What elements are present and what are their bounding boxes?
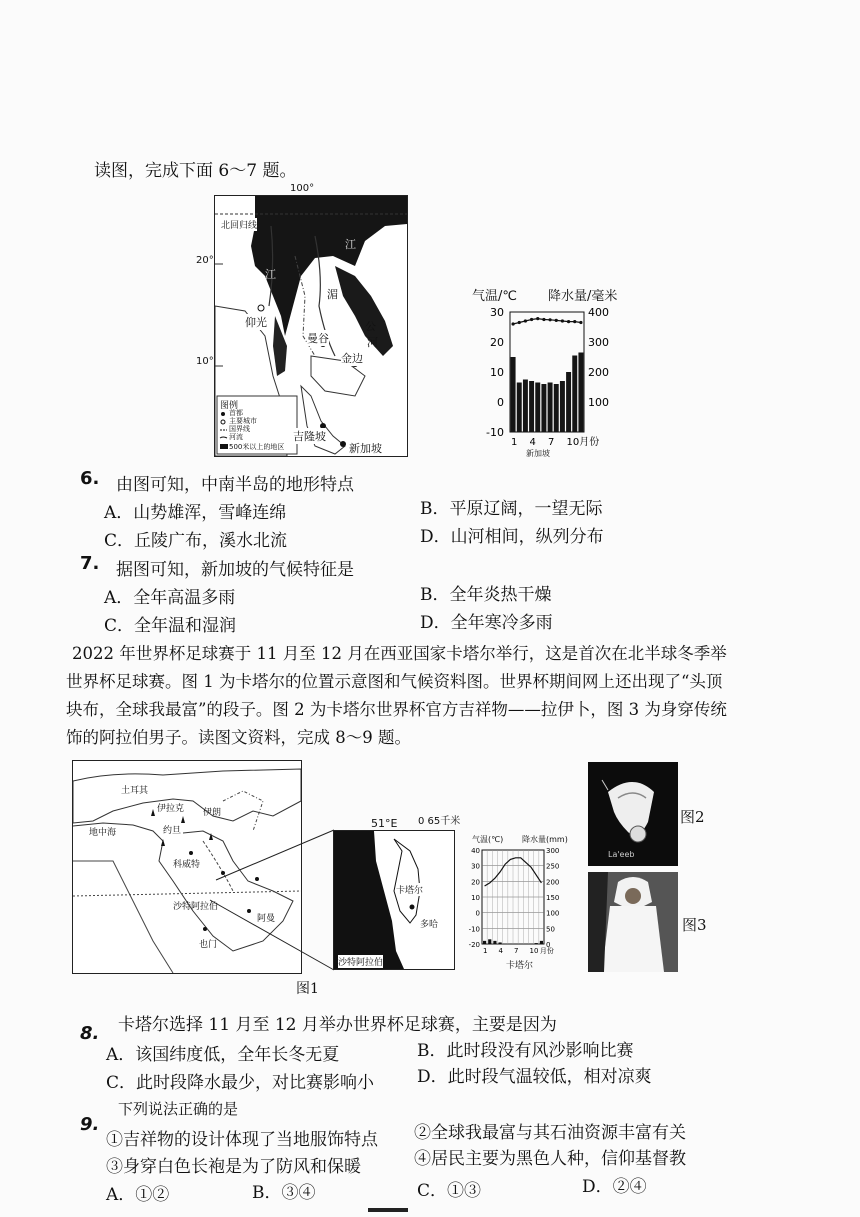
- sg-left-tick: 20: [490, 336, 504, 349]
- q9-stem: 下列说法正确的是: [118, 1100, 239, 1118]
- qa-x-tick: 月份: [539, 947, 554, 955]
- sg-left-tick: 30: [490, 306, 504, 319]
- sg-right-tick: 400: [588, 306, 609, 319]
- map1-lon-label: 100°: [290, 183, 315, 194]
- sg-left-tick: -10: [486, 426, 504, 439]
- q8-option-c[interactable]: C．此时段降水最少，对比赛影响小: [106, 1073, 375, 1093]
- sg-precip-bar: [554, 384, 559, 432]
- climate-chart-singapore: [464, 282, 634, 462]
- inset-kataer: 卡塔尔: [396, 883, 423, 896]
- sg-precip-bar: [578, 353, 583, 433]
- para-line2: 世界杯足球赛。图 1 为卡塔尔的位置示意图和气候资料图。世界杯期间网上还出现了“头顶: [66, 672, 723, 691]
- map1-lat20: 20°: [196, 255, 214, 266]
- page-footer-mark: [368, 1208, 408, 1212]
- map1-legend-title: 图例: [220, 401, 239, 411]
- qa-precip-bar: [488, 939, 491, 944]
- qa-right-tick: 300: [546, 847, 560, 855]
- climate1-plot: [464, 302, 634, 462]
- q8-option-b[interactable]: B．此时段没有风沙影响比赛: [417, 1041, 634, 1061]
- map1-mangu: 曼谷: [307, 332, 329, 345]
- para-line3: 块布，全球我最富”的段子。图 2 为卡塔尔世界杯官方吉祥物——拉伊卜，图 3 为身穿传统: [66, 700, 727, 719]
- sg-right-tick: 100: [588, 396, 609, 409]
- sg-temp-point: [573, 320, 576, 323]
- sg-temp-point: [511, 322, 514, 325]
- sg-x-tick: 10月份: [566, 437, 600, 448]
- map2-caption: 图1: [296, 981, 319, 997]
- map1-yangguang: 仰光: [245, 316, 267, 329]
- qa-left-tick: -10: [468, 925, 480, 934]
- sg-temp-point: [524, 319, 527, 322]
- q9-statement-3: ③身穿白色长袍是为了防风和保暖: [106, 1157, 361, 1177]
- map1-legend-5: 500米以上的地区: [229, 443, 285, 451]
- sg-x-tick: 1: [511, 437, 518, 448]
- fig3-label: 图3: [682, 916, 707, 934]
- q9-statement-4: ④居民主要为黑色人种，信仰基督教: [414, 1149, 686, 1169]
- qa-left-tick: 20: [471, 878, 480, 887]
- map2-aman: 阿曼: [257, 914, 276, 924]
- sg-precip-bar: [560, 381, 565, 432]
- qa-x-tick: 4: [498, 947, 503, 955]
- q6-stem: 由图可知，中南半岛的地形特点: [116, 475, 354, 495]
- q8-option-d[interactable]: D．此时段气温较低，相对凉爽: [417, 1067, 652, 1087]
- sg-x-tick: 4: [529, 437, 536, 448]
- map2-shatealabo: 沙特阿拉伯: [173, 902, 219, 912]
- qa-precip-bar: [540, 941, 543, 944]
- qa-right-tick: 50: [546, 925, 555, 934]
- sg-temp-point: [518, 321, 521, 324]
- climate2-caption: 卡塔尔: [506, 961, 534, 971]
- qa-x-tick: 10: [529, 947, 539, 955]
- sg-left-tick: 0: [497, 396, 504, 409]
- q9-statement-1: ①吉祥物的设计体现了当地服饰特点: [106, 1130, 378, 1150]
- q9-statement-2: ②全球我最富与其石油资源丰富有关: [414, 1123, 686, 1143]
- climate-chart-qatar: [458, 834, 576, 971]
- inset-shate: 沙特阿拉伯: [338, 955, 383, 968]
- sg-precip-bar: [523, 380, 528, 433]
- qa-right-tick: 150: [546, 894, 560, 902]
- inset-graphic: [334, 831, 454, 969]
- sg-precip-bar: [548, 383, 553, 433]
- qa-left-tick: 10: [471, 894, 480, 902]
- climate2-title-right: 降水量(mm): [522, 835, 568, 844]
- qa-left-tick: -20: [468, 941, 480, 949]
- qa-precip-bar: [483, 941, 486, 944]
- climate1-title-right: 降水量/毫米: [548, 289, 618, 304]
- inset-duoha: 多哈: [420, 917, 438, 930]
- q9-option-c[interactable]: C．①③: [417, 1181, 482, 1201]
- fig3-arab-man-photo: [588, 872, 678, 972]
- sg-precip-bar: [572, 356, 577, 433]
- q9-option-d[interactable]: D．②④: [582, 1177, 647, 1197]
- map-indochina: [196, 183, 415, 458]
- sg-temp-point: [542, 318, 545, 321]
- zoom-connector-lines: [200, 820, 340, 980]
- map2-yemen: 也门: [199, 940, 218, 950]
- qa-left-tick: 0: [475, 909, 480, 918]
- fig3-graphic: [588, 872, 678, 972]
- sg-precip-bar: [517, 383, 522, 433]
- sg-temp-point: [536, 317, 539, 320]
- sg-precip-bar: [535, 383, 540, 433]
- map1-lat10: 10°: [196, 356, 214, 367]
- q7-option-b[interactable]: B．全年炎热干燥: [420, 585, 552, 605]
- q7-option-d[interactable]: D．全年寒冷多雨: [420, 613, 553, 633]
- q9-option-b[interactable]: B．③④: [252, 1183, 316, 1203]
- sg-precip-bar: [541, 384, 546, 432]
- map1-legend-3: 国界线: [229, 425, 250, 433]
- sg-temp-point: [561, 319, 564, 322]
- q6-option-a[interactable]: A．山势雄浑，雪峰连绵: [104, 503, 287, 523]
- q7-option-a[interactable]: A．全年高温多雨: [104, 588, 236, 608]
- map2-tuerqi: 土耳其: [121, 786, 149, 796]
- q7-stem: 据图可知，新加坡的气候特征是: [116, 560, 354, 580]
- q9-number: 9.: [80, 1114, 100, 1135]
- sg-x-tick: 7: [548, 437, 555, 448]
- map1-gong: 公: [365, 320, 376, 333]
- qa-x-tick: 1: [483, 947, 488, 955]
- map2-yilake: 伊拉克: [157, 804, 185, 814]
- climate1-caption: 新加坡: [526, 449, 550, 458]
- map1-xinjiapo: 新加坡: [349, 442, 382, 455]
- inset-qatar-map: [333, 830, 455, 970]
- q6-number: 6.: [80, 468, 100, 489]
- map2-yuedan: 约旦: [163, 826, 182, 836]
- q8-option-a[interactable]: A．该国纬度低，全年长冬无夏: [106, 1045, 340, 1065]
- sg-left-tick: 10: [490, 366, 504, 379]
- sg-temp-point: [555, 319, 558, 322]
- q6-option-c[interactable]: C．丘陵广布，溪水北流: [104, 531, 288, 551]
- fig2-caption: La'eeb: [608, 850, 635, 859]
- qa-left-tick: 40: [471, 847, 480, 855]
- map1-jiang1: 江: [345, 238, 356, 251]
- qa-precip-bar: [535, 943, 538, 944]
- map1-legend-1: 首都: [229, 409, 243, 417]
- q8-number: 8.: [80, 1023, 100, 1044]
- qa-right-tick: 100: [546, 909, 560, 918]
- sg-temp-point: [567, 320, 570, 323]
- map1-legend-2: 主要城市: [229, 417, 257, 425]
- intro-text: 读图，完成下面 6～7 题。: [94, 161, 297, 181]
- map1-mei: 湄: [327, 288, 338, 301]
- map2-dizhonghai: 地中海: [89, 828, 117, 838]
- sg-temp-line: [513, 319, 581, 324]
- qa-precip-bar: [499, 942, 502, 944]
- q6-option-b[interactable]: B．平原辽阔，一望无际: [420, 499, 603, 519]
- sg-temp-point: [530, 318, 533, 321]
- sg-precip-bar: [511, 357, 516, 432]
- qa-right-tick: 250: [546, 862, 560, 871]
- map1-jiang2: 江: [265, 268, 276, 281]
- map1-he: 河: [367, 336, 378, 349]
- sg-precip-bar: [529, 381, 534, 432]
- q8-stem: 卡塔尔选择 11 月至 12 月举办世界杯足球赛，主要是因为: [118, 1015, 557, 1035]
- q6-option-d[interactable]: D．山河相间，纵列分布: [420, 527, 604, 547]
- qa-right-tick: 0: [546, 941, 551, 949]
- qa-right-tick: 200: [546, 878, 560, 887]
- sg-right-tick: 200: [588, 366, 609, 379]
- qa-left-tick: 30: [471, 862, 480, 871]
- qa-x-tick: 7: [514, 947, 519, 955]
- para-line1: 2022 年世界杯足球赛于 11 月至 12 月在西亚国家卡塔尔举行，这是首次在北半球冬季举: [72, 644, 727, 663]
- sg-right-tick: 300: [588, 336, 609, 349]
- sg-temp-point: [579, 321, 582, 324]
- map1-tropic-label: 北回归线: [221, 218, 257, 231]
- inset-lon: 51°E: [371, 817, 398, 830]
- map1-legend-4: 河流: [229, 433, 243, 441]
- map1-frame: [214, 195, 408, 457]
- map2-keweite: 科威特: [173, 860, 201, 870]
- inset-scale: 0 65千米: [418, 816, 461, 827]
- sg-temp-point: [548, 318, 551, 321]
- climate2-plot: [458, 844, 576, 964]
- climate2-title-left: 气温(℃): [472, 835, 504, 844]
- qa-precip-bar: [493, 941, 496, 944]
- q7-option-c[interactable]: C．全年温和湿润: [104, 616, 237, 636]
- q7-number: 7.: [80, 553, 100, 574]
- map1-jilongpo: 吉隆坡: [293, 430, 326, 443]
- map2-yilang: 伊朗: [203, 808, 222, 818]
- fig2-mascot-photo: [588, 762, 678, 866]
- q9-option-a[interactable]: A．①②: [106, 1185, 170, 1205]
- sg-precip-bar: [566, 372, 571, 432]
- para-line4: 饰的阿拉伯男子。读图文资料，完成 8～9 题。: [66, 728, 411, 747]
- climate1-title-left: 气温/℃: [472, 289, 517, 304]
- map1-jinbian: 金边: [341, 352, 363, 365]
- fig2-label: 图2: [680, 808, 705, 826]
